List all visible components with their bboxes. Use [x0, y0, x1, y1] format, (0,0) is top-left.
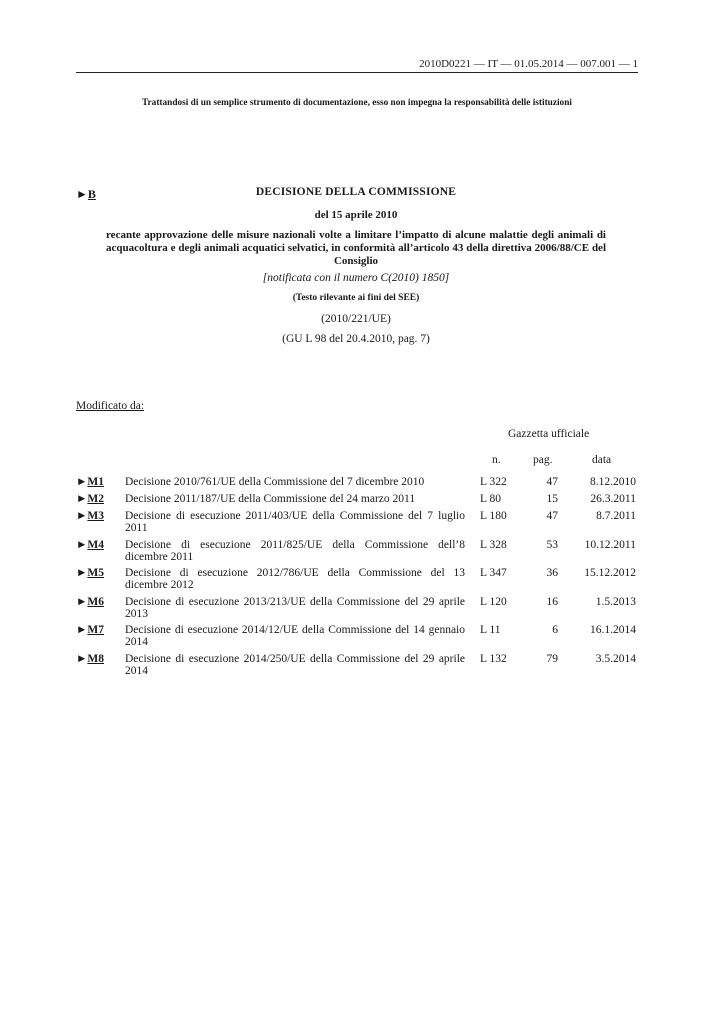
marker-arrow-icon: ►: [76, 624, 88, 636]
column-header-number: n.: [492, 454, 501, 466]
amendment-marker[interactable]: [76, 476, 104, 488]
amendment-page: 79: [546, 653, 558, 665]
amendment-date: 3.5.2014: [595, 653, 636, 665]
amendment-page: 36: [546, 567, 558, 579]
amendment-page: 47: [546, 510, 558, 522]
marker-arrow-icon: ►: [76, 187, 88, 201]
amendment-description: Decisione 2011/187/UE della Commissione del 24 marzo 2011: [125, 493, 416, 505]
amendment-marker[interactable]: [76, 653, 104, 665]
amendment-page: 16: [546, 596, 558, 608]
amendment-oj-number: L 328: [480, 539, 507, 551]
marker-code: B: [87, 187, 96, 201]
amendment-description: Decisione di esecuzione 2014/250/UE della Commissione del 29 aprile 2014: [125, 653, 465, 677]
amendment-marker[interactable]: [76, 510, 104, 522]
amendment-code: M2: [87, 493, 104, 505]
eea-relevance: (Testo rilevante ai fini del SEE): [292, 293, 420, 303]
amendment-code: M3: [87, 510, 104, 522]
amendment-oj-number: L 80: [480, 493, 501, 505]
amendment-code: M8: [87, 653, 104, 665]
amendment-code: M5: [87, 567, 104, 579]
amendment-description: Decisione di esecuzione 2013/213/UE della Commissione del 29 aprile 2013: [125, 596, 465, 620]
base-act-marker[interactable]: [76, 187, 96, 202]
marker-arrow-icon: ►: [76, 567, 88, 579]
amendment-description: Decisione 2010/761/UE della Commissione del 7 dicembre 2010: [125, 476, 425, 488]
amendment-description: Decisione di esecuzione 2012/786/UE della Commissione del 13 dicembre 2012: [125, 567, 465, 591]
document-id-header: 2010D0221 — IT — 01.05.2014 — 007.001 — 1: [419, 58, 638, 70]
amendment-marker[interactable]: [76, 596, 104, 608]
amendment-date: 15.12.2012: [584, 567, 636, 579]
amendment-code: M4: [87, 539, 104, 551]
disclaimer-text: Trattandosi di un semplice strumento di documentazione, esso non impegna la responsabilità delle istituzioni: [142, 98, 572, 108]
amendment-description: Decisione di esecuzione 2011/825/UE della Commissione dell’8 dicembre 2011: [125, 539, 465, 563]
amendment-oj-number: L 132: [480, 653, 507, 665]
column-header-date: data: [592, 454, 612, 466]
amendment-oj-number: L 180: [480, 510, 507, 522]
marker-arrow-icon: ►: [76, 539, 88, 551]
decision-title: DECISIONE DELLA COMMISSIONE: [255, 186, 457, 198]
amendment-page: 53: [546, 539, 558, 551]
amendment-date: 26.3.2011: [590, 493, 636, 505]
amendment-oj-number: L 347: [480, 567, 507, 579]
amendment-date: 1.5.2013: [595, 596, 636, 608]
decision-reference: (2010/221/UE): [321, 313, 391, 325]
marker-arrow-icon: ►: [76, 493, 88, 505]
official-journal-reference: (GU L 98 del 20.4.2010, pag. 7): [282, 333, 430, 345]
amended-by-heading: Modificato da:: [76, 400, 145, 412]
amendment-oj-number: L 11: [480, 624, 501, 636]
amendment-page: 6: [552, 624, 558, 636]
amendment-marker[interactable]: [76, 493, 104, 505]
marker-arrow-icon: ►: [76, 653, 88, 665]
amendment-oj-number: L 322: [480, 476, 507, 488]
gazette-column-group: Gazzetta ufficiale: [508, 428, 590, 440]
column-header-page: pag.: [533, 454, 553, 466]
amendment-code: M1: [87, 476, 104, 488]
amendment-code: M7: [87, 624, 104, 636]
amendment-date: 16.1.2014: [590, 624, 636, 636]
amendment-marker[interactable]: [76, 624, 104, 636]
amendment-date: 10.12.2011: [584, 539, 636, 551]
header-rule: [76, 72, 638, 73]
decision-date: del 15 aprile 2010: [314, 209, 398, 221]
amendment-date: 8.12.2010: [590, 476, 636, 488]
amendment-code: M6: [87, 596, 104, 608]
amendment-page: 15: [546, 493, 558, 505]
amendment-description: Decisione di esecuzione 2011/403/UE della Commissione del 7 luglio 2011: [125, 510, 465, 534]
amendment-description: Decisione di esecuzione 2014/12/UE della Commissione del 14 gennaio 2014: [125, 624, 465, 648]
marker-arrow-icon: ►: [76, 476, 88, 488]
notified-number: [notificata con il numero C(2010) 1850]: [262, 272, 450, 284]
marker-arrow-icon: ►: [76, 510, 88, 522]
amendment-oj-number: L 120: [480, 596, 507, 608]
amendment-page: 47: [546, 476, 558, 488]
marker-arrow-icon: ►: [76, 596, 88, 608]
amendment-date: 8.7.2011: [596, 510, 636, 522]
amendment-marker[interactable]: [76, 539, 104, 551]
decision-subject: recante approvazione delle misure nazionali volte a limitare l’impatto di alcune malattie degli animali di acquacoltura e degli animali acquatici selvatici, in conformità all’articolo 43 della direttiva 2006/88/CE del Consiglio: [106, 229, 606, 267]
amendment-marker[interactable]: [76, 567, 104, 579]
